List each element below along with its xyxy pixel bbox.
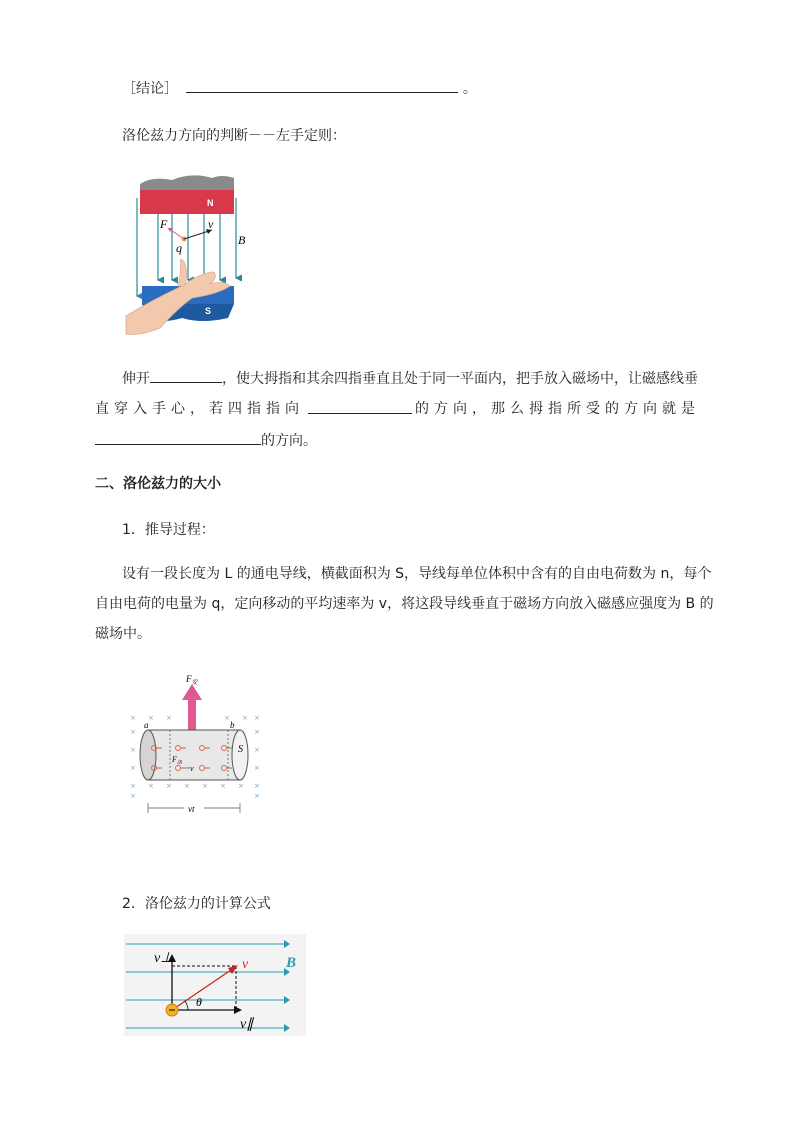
pole-s-label: S xyxy=(205,306,212,316)
lorentz-direction-intro: 洛伦兹力方向的判断－－左手定则： xyxy=(122,128,346,144)
derivation-p1: 设有一段长度为 L 的通电导线，横截面积为 S，导线每单位体积中含有的自由电荷数为 n，每个 xyxy=(122,566,712,582)
label-F: F xyxy=(160,217,168,231)
svg-text:×: × xyxy=(242,714,248,722)
svg-text:×: × xyxy=(254,792,260,800)
thumb-shape xyxy=(178,260,187,286)
svg-text:×: × xyxy=(254,746,260,754)
svg-text:×: × xyxy=(184,782,190,790)
formula-heading: 2．洛伦兹力的计算公式 xyxy=(122,896,271,912)
svg-text:×: × xyxy=(166,782,172,790)
svg-text:×: × xyxy=(254,728,260,736)
label-vt: vt xyxy=(188,804,195,814)
svg-text:×: × xyxy=(254,782,260,790)
label-b: b xyxy=(230,720,235,730)
derivation-heading: 1．推导过程： xyxy=(122,522,215,538)
label-v-par: v∥ xyxy=(240,1017,254,1032)
derivation-p3: 磁场中。 xyxy=(95,626,151,642)
svg-text:×: × xyxy=(130,714,136,722)
conclusion-line xyxy=(122,78,477,99)
rule-line1-a: 伸开 xyxy=(122,371,150,387)
label-S: S xyxy=(238,744,243,755)
cylinder-body xyxy=(148,730,240,780)
label-B-field: B xyxy=(286,955,297,971)
svg-text:×: × xyxy=(166,714,172,722)
svg-text:×: × xyxy=(130,728,136,736)
svg-text:×: × xyxy=(202,782,208,790)
svg-text:×: × xyxy=(220,782,226,790)
left-hand-rule-figure xyxy=(122,168,252,340)
label-v-charge: v xyxy=(190,764,194,773)
cylinder-right-end xyxy=(232,730,248,780)
rule-line-2 xyxy=(95,399,700,419)
rule-line2-b: 的方向，那么拇指所受的方向就是 xyxy=(415,401,700,417)
svg-text:×: × xyxy=(238,782,244,790)
label-v-perp: v⊥ xyxy=(154,951,173,966)
rule-line-3 xyxy=(95,430,317,451)
label-B: B xyxy=(238,233,246,247)
svg-text:×: × xyxy=(130,746,136,754)
label-F-lorentz: $F_洛$ xyxy=(172,755,182,766)
derivation-p2: 自由电荷的电量为 q，定向移动的平均速率为 v，将这段导线垂直于磁场方向放入磁感应强度为 B 的 xyxy=(95,596,714,612)
velocity-decomposition-figure xyxy=(124,934,306,1036)
conclusion-end: 。 xyxy=(462,81,477,97)
rule-line1-b: ，使大拇指和其余四指垂直且处于同一平面内，把手放入磁场中，让磁感线垂 xyxy=(222,371,698,387)
ampere-force-arrow xyxy=(188,696,196,730)
label-v-vector: v xyxy=(242,957,249,972)
conclusion-blank[interactable] xyxy=(186,78,458,93)
rule-blank-3[interactable] xyxy=(95,430,261,445)
svg-text:×: × xyxy=(254,714,260,722)
pole-n-label: N xyxy=(207,198,214,208)
label-a: a xyxy=(144,720,149,730)
label-v: v xyxy=(208,217,214,231)
rule-blank-1[interactable] xyxy=(150,368,222,383)
svg-text:×: × xyxy=(148,782,154,790)
svg-text:×: × xyxy=(130,792,136,800)
label-theta: θ xyxy=(196,995,202,1009)
svg-text:×: × xyxy=(254,764,260,772)
rule-line2-a: 直穿入手心，若四指指向 xyxy=(95,401,304,417)
rule-line3-b: 的方向。 xyxy=(261,433,317,449)
label-F-ampere: $F_安$ xyxy=(186,674,198,686)
cylinder-left-end xyxy=(140,730,156,780)
label-q: q xyxy=(176,241,182,255)
n-magnet-body xyxy=(140,190,234,214)
conductor-figure xyxy=(124,672,264,820)
svg-text:×: × xyxy=(130,782,136,790)
svg-text:×: × xyxy=(148,714,154,722)
svg-text:×: × xyxy=(130,764,136,772)
svg-text:×: × xyxy=(224,714,230,722)
rule-blank-2[interactable] xyxy=(308,399,412,414)
section-2-title: 二、洛伦兹力的大小 xyxy=(95,476,221,492)
rule-line-1 xyxy=(122,368,698,389)
conclusion-label: ［结论］ xyxy=(122,81,178,97)
n-magnet-top xyxy=(140,175,234,192)
